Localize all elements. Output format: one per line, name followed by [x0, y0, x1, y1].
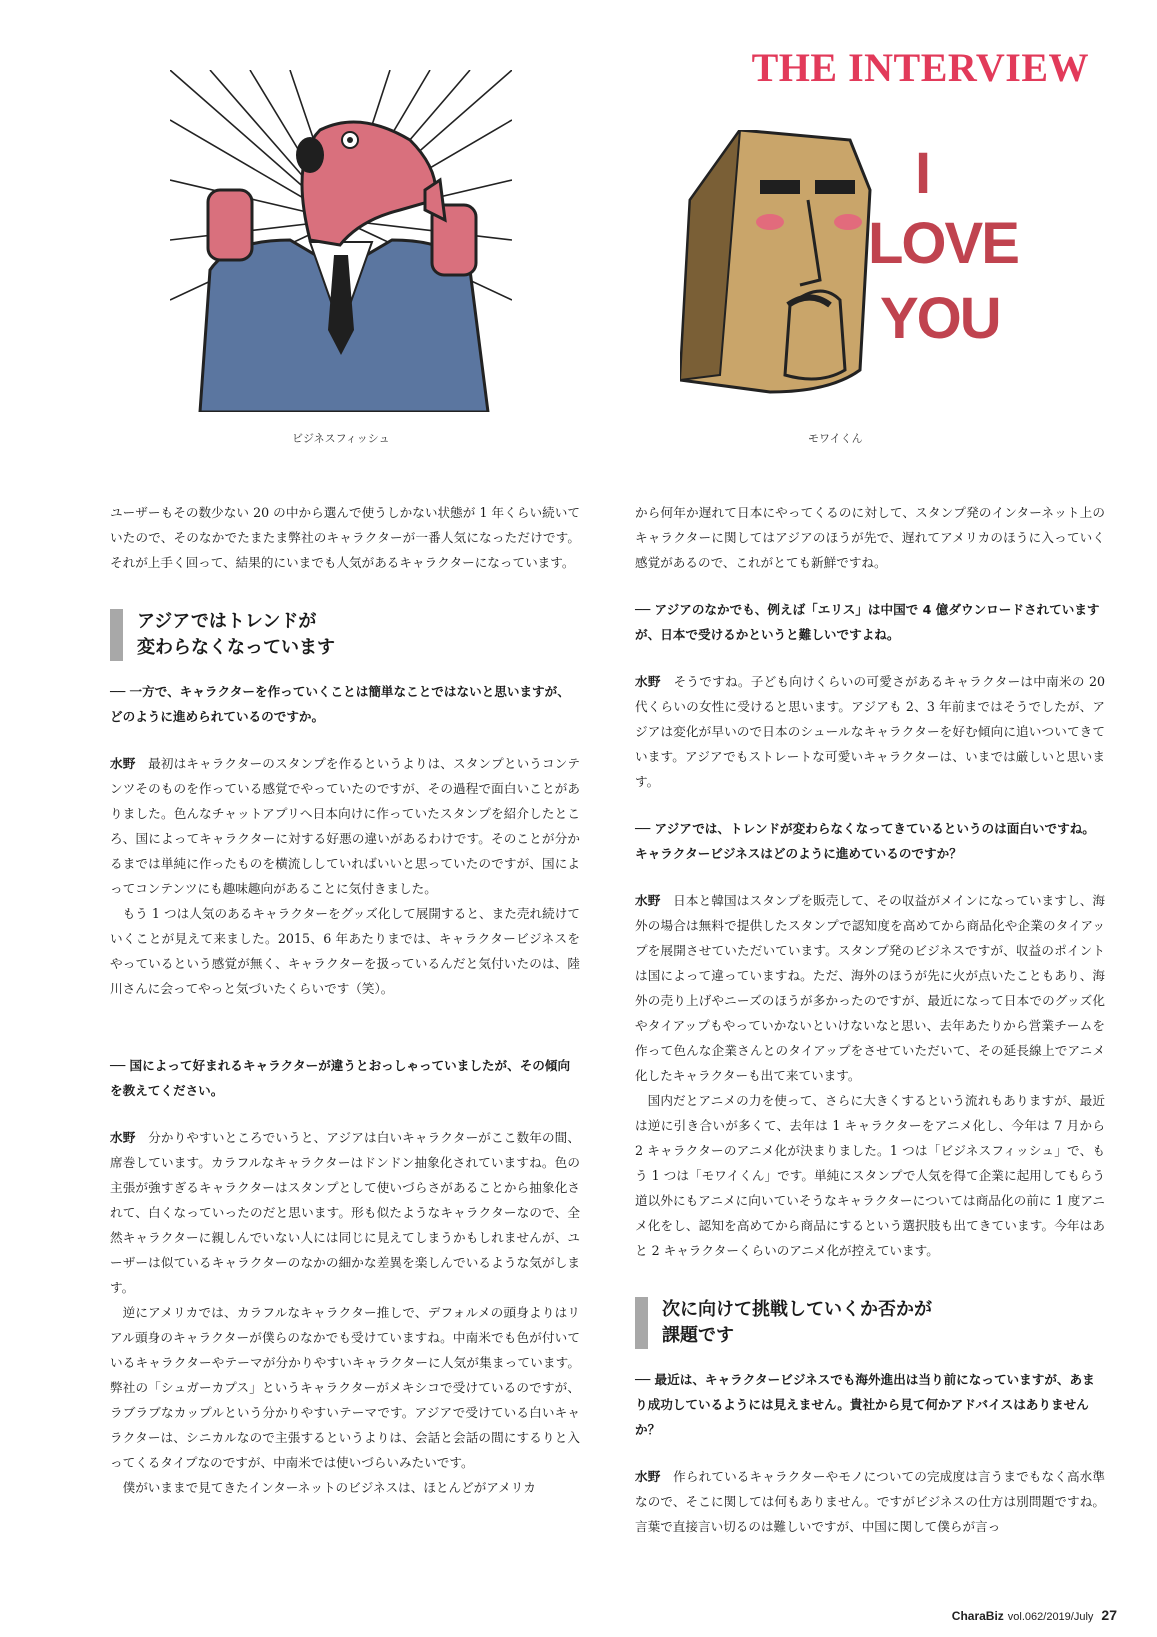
heading-bar: [110, 609, 123, 661]
section-heading-next-challenge: [635, 1297, 1105, 1349]
answer-4: [635, 888, 1105, 1088]
answer-1-continued: もう 1 つは人気のあるキャラクターをグッズ化して展開すると、また売れ続けていくことが見えて来ました。2015、6 年あたりまでは、キャラクタービジネスをやっているという感覚が無く、キャラクターを扱っているんだと気付いたのは、陸川さんに会ってやっと気づいたくらいです（笑）。: [110, 906, 580, 996]
page-footer: [952, 1607, 1117, 1623]
answer-4-text: 日本と韓国はスタンプを販売して、その収益がメインになっていますし、海外の場合は無料で提供したスタンプで認知度を高めてから商品化や企業のタイアップを展開させていただいています。スタンプ発のビジネスですが、収益のポイントは国によって違っていますね。ただ、海外のほうが先に火が点いたこともあり、海外の売り上げやニーズのほうが多かったのですが、最近になって日本でのグッズ化やタイアップもやっていかないといけないなと思い、去年あたりから営業チームを作って色んな企業さんとのタイアップをさせていただいて、その延長線上でアニメ化したキャラクターも出て来ています。: [635, 893, 1106, 1083]
question-5: ── 最近は、キャラクタービジネスでも海外進出は当り前になっていますが、あまり成功しているようには見えません。貴社から見て何かアドバイスはありませんか？: [635, 1372, 1095, 1437]
section-heading-asia-trend: [110, 609, 580, 661]
heading-line-1: 次に向けて挑戦していくか否かが: [662, 1299, 932, 1320]
love-text-line3: YOU: [880, 286, 1000, 351]
heading-bar: [635, 1297, 648, 1349]
heading-line-2: 課題です: [662, 1325, 734, 1346]
answer-1: [110, 751, 580, 901]
question-3: ── アジアのなかでも、例えば「エリス」は中国で 4 億ダウンロードされていますが、日本で受けるかというと難しいですよね。: [635, 602, 1100, 642]
footer-issue: vol.062/2019/July: [1007, 1611, 1094, 1623]
answer-2-continued: 逆にアメリカでは、カラフルなキャラクター推しで、デフォルメの頭身よりはリアル頭身のキャラクターが僕らのなかでも受けていますね。中南米でも色が付いているキャラクターやテーマが分かりやすいキャラクターに人気が集まっています。弊社の「シュガーカプス」というキャラクターがメキシコで受けているのですが、ラブラブなカップルという分かりやすいテーマです。アジアで受けている白いキャラクターは、シニカルなので主張するというよりは、会話と会話の間にするりと入ってくるタイプなのですが、中南米では使いづらいみたいです。: [110, 1305, 580, 1470]
speaker-name: 水野: [635, 893, 661, 908]
answer-1-text: 最初はキャラクターのスタンプを作るというよりは、スタンプというコンテンツそのものを作っている感覚でやっていたのですが、その過程で面白いことがありました。色んなチャットアプリへ日本向けに作っていたスタンプを紹介したところ、国によってキャラクターに対する好悪の違いがあるわけです。そのことが分かるまでは単純に作ったものを横流ししていればいいと思っていたのですが、国によってコンテンツにも趣味趣向があることに気付きました。: [110, 756, 581, 896]
left-column: [110, 500, 580, 1500]
business-fish-caption: ビジネスフィッシュ: [292, 432, 390, 445]
answer-2-text: 分かりやすいところでいうと、アジアは白いキャラクターがここ数年の間、席巻しています。カラフルなキャラクターはドンドン抽象化されていますね。色の主張が強すぎるキャラクターはスタンプとして使いづらさがあることから抽象化されて、白くなっていったのだと思います。形も似たようなキャラクターなので、全然キャラクターに親しんでいない人には同じに見えてしまうかもしれませんが、ユーザーは似ているキャラクターのなかの細かな差異を楽しんでいるような気がします。: [110, 1130, 581, 1295]
answer-3: [635, 669, 1105, 794]
love-text-line2: LOVE: [868, 211, 1018, 276]
heading-line-1: アジアではトレンドが: [137, 611, 317, 632]
question-1: ── 一方で、キャラクターを作っていくことは簡単なことではないと思いますが、どのように進められているのですか。: [110, 684, 570, 724]
footer-brand: CharaBiz: [951, 1609, 1004, 1623]
business-fish-illustration: [170, 70, 512, 412]
answer-2: [110, 1125, 580, 1300]
answer-5: [635, 1464, 1105, 1539]
heading-line-2: 変わらなくなっています: [137, 637, 335, 658]
speaker-name: 水野: [635, 674, 661, 689]
question-4: ── アジアでは、トレンドが変わらなくなってきているというのは面白いですね。キャラクタービジネスはどのように進めているのですか？: [635, 821, 1095, 861]
answer-5-text: 作られているキャラクターやモノについての完成度は言うまでもなく高水準なので、そこに関しては何もありません。ですがビジネスの仕方は別問題ですね。言葉で直接言い切るのは難しいですが、中国に関して僕らが言っ: [635, 1469, 1106, 1534]
page-title: THE INTERVIEW: [751, 45, 1089, 90]
answer-3-text: そうですね。子ども向けくらいの可愛さがあるキャラクターは中南米の 20 代くらいの女性に受けると思います。アジアも 2、3 年前まではそうでしたが、アジアは変化が早いので日本のシュールなキャラクターを好む傾向に追いついてきています。アジアでもストレートな可愛いキャラクターは、いまでは厳しいと思います。: [635, 674, 1106, 789]
right-paragraph-1: から何年か遅れて日本にやってくるのに対して、スタンプ発のインターネット上のキャラクターに関してはアジアのほうが先で、遅れてアメリカのほうに入っていく感覚があるので、これがとても新鮮ですね。: [635, 505, 1105, 570]
speaker-name: 水野: [110, 1130, 136, 1145]
question-2: ── 国によって好まれるキャラクターが違うとおっしゃっていましたが、その傾向を教えてください。: [110, 1058, 571, 1098]
speaker-name: 水野: [635, 1469, 661, 1484]
love-text-line1: I: [915, 141, 932, 206]
left-paragraph-1: ユーザーもその数少ない 20 の中から選んで使うしかない状態が 1 年くらい続いていたので、そのなかでたまたま弊社のキャラクターが一番人気になっただけです。それが上手く回って、結果的にいまでも人気があるキャラクターになっています。: [110, 505, 580, 570]
moai-caption: モワイくん: [808, 432, 863, 445]
answer-4-continued: 国内だとアニメの力を使って、さらに大きくするという流れもありますが、最近は逆に引き合いが多くて、去年は 1 キャラクターをアニメ化し、今年は 7 月から 2 キャラクターのアニメ化が決まりました。1 つは「ビジネスフィッシュ」で、もう 1 つは「モワイくん」です。単純にスタンプで人気を得て企業に起用してもらう道以外にもアニメに向いていそうなキャラクターについては商品化の前に 1 度アニメ化をし、認知を高めてから商品にするという選択肢も出てきています。今年はあと 2 キャラクターくらいのアニメ化が控えています。: [635, 1093, 1105, 1258]
speaker-name: 水野: [110, 756, 136, 771]
page-number: 27: [1101, 1607, 1117, 1623]
answer-2-continued-2: 僕がいままで見てきたインターネットのビジネスは、ほとんどがアメリカ: [122, 1480, 536, 1495]
right-column: [635, 500, 1105, 1539]
